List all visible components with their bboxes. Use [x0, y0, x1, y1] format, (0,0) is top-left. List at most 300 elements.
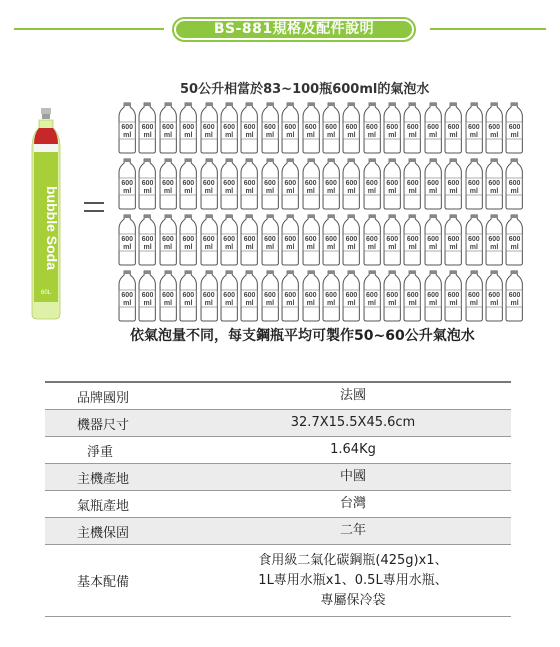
water-bottle-icon [484, 270, 504, 322]
bottle-volume: 600 [223, 292, 235, 299]
water-bottle-icon [117, 158, 137, 210]
bottle-volume: 600 [427, 180, 439, 187]
water-bottle-icon [423, 158, 443, 210]
bottle-label [464, 292, 484, 307]
bottle-unit: ml [123, 299, 132, 307]
bottle-unit: ml [286, 187, 295, 195]
bottle-label [280, 180, 300, 195]
bottle-unit: ml [123, 187, 132, 195]
bottle-volume: 600 [406, 180, 419, 187]
water-bottle-icon [341, 158, 361, 210]
water-bottle-icon [239, 214, 259, 266]
bottle-volume: 600 [141, 236, 154, 243]
bottle-unit: ml [286, 243, 295, 251]
bottle-volume: 600 [243, 292, 256, 299]
bottle-label [301, 124, 321, 139]
water-bottle-icon [199, 102, 219, 154]
bottle-label [280, 292, 300, 307]
bottle-label [464, 180, 484, 195]
water-bottle-icon [260, 158, 280, 210]
bottle-unit: ml [204, 131, 213, 139]
bottle-volume: 600 [406, 292, 419, 299]
water-bottle-icon [158, 214, 178, 266]
table-row [45, 518, 511, 545]
water-bottle-icon [117, 102, 137, 154]
bottle-label [137, 292, 157, 307]
bottle-label [199, 236, 219, 251]
water-bottle-icon [117, 214, 137, 266]
bottle-label [219, 236, 239, 251]
bottle-unit: ml [347, 187, 356, 195]
bottle-label [158, 236, 178, 251]
bottle-label [321, 236, 341, 251]
bottle-label [178, 180, 198, 195]
bottle-volume: 600 [447, 292, 460, 299]
bottle-label [362, 292, 382, 307]
water-bottle-icon [178, 102, 198, 154]
bottle-label [382, 124, 402, 139]
bottle-volume: 600 [121, 180, 134, 187]
water-bottle-icon [158, 102, 178, 154]
bottle-volume: 600 [243, 236, 256, 243]
bottle-volume: 600 [284, 236, 297, 243]
bottle-unit: ml [143, 131, 152, 139]
water-bottle-icon [321, 102, 341, 154]
bottle-volume: 600 [488, 292, 501, 299]
bottle-volume: 600 [427, 236, 439, 243]
table-row [45, 410, 511, 437]
bottle-unit: ml [184, 131, 193, 139]
water-bottle-icon [362, 270, 382, 322]
bottle-unit: ml [245, 131, 254, 139]
bottle-label [341, 124, 361, 139]
bottle-unit: ml [306, 299, 315, 307]
bottle-volume: 600 [345, 180, 358, 187]
bottle-unit: ml [408, 243, 417, 251]
water-bottle-icon [362, 158, 382, 210]
water-bottle-icon [280, 270, 300, 322]
bottle-volume: 600 [508, 236, 521, 243]
bottle-volume: 600 [325, 236, 337, 243]
bottle-label [362, 180, 382, 195]
bottle-label [219, 180, 239, 195]
water-bottle-icon [301, 270, 321, 322]
bottle-label [484, 236, 504, 251]
bottle-unit: ml [490, 243, 499, 251]
bottle-volume: 600 [284, 124, 297, 131]
bottle-volume: 600 [202, 180, 215, 187]
water-bottle-icon [443, 214, 463, 266]
bottle-label [260, 124, 280, 139]
water-bottle-icon [423, 270, 443, 322]
bottle-volume: 600 [325, 124, 337, 131]
bottle-volume: 600 [325, 292, 337, 299]
bottle-label [464, 124, 484, 139]
table-row [45, 383, 511, 410]
bottle-unit: ml [510, 131, 519, 139]
bottle-volume: 600 [162, 124, 174, 131]
water-bottle-icon [137, 214, 157, 266]
bottle-label [301, 292, 321, 307]
water-bottle-icon [362, 214, 382, 266]
spec-value-line: 專屬保冷袋 [320, 592, 386, 608]
bottle-unit: ml [265, 131, 275, 139]
water-bottle-icon [443, 158, 463, 210]
bottle-volume: 600 [488, 124, 501, 131]
bottle-unit: ml [327, 131, 336, 139]
bottle-label [178, 124, 198, 139]
water-bottle-icon [464, 270, 484, 322]
water-bottle-icon [443, 270, 463, 322]
bottle-unit: ml [327, 243, 336, 251]
bottle-volume: 600 [467, 180, 480, 187]
equivalence-subtitle: 50公升相當於83~100瓶600ml的氣泡水 [180, 82, 430, 97]
bottle-volume: 600 [447, 236, 460, 243]
bottle-label [321, 180, 341, 195]
bottle-unit: ml [163, 131, 173, 139]
bottle-unit: ml [225, 187, 234, 195]
bottle-label [239, 292, 259, 307]
bottle-volume: 600 [223, 236, 235, 243]
water-bottle-icon [239, 270, 259, 322]
bottle-label [382, 292, 402, 307]
bottle-volume: 600 [162, 180, 174, 187]
bottle-unit: ml [225, 243, 234, 251]
water-bottle-icon [199, 214, 219, 266]
bottle-label [402, 124, 422, 139]
water-bottle-icon [321, 214, 341, 266]
water-bottle-icon [484, 158, 504, 210]
bottle-label [239, 236, 259, 251]
spec-label: 氣瓶產地 [77, 498, 130, 514]
bottle-unit: ml [163, 299, 173, 307]
spec-label: 淨重 [87, 444, 114, 460]
bottle-label [219, 292, 239, 307]
water-bottle-icon [321, 270, 341, 322]
bottle-label [239, 124, 259, 139]
water-bottle-icon [464, 158, 484, 210]
bottle-volume: 600 [508, 124, 521, 131]
water-bottle-icon [484, 214, 504, 266]
bottle-volume: 600 [366, 292, 378, 299]
water-bottle-icon [137, 102, 157, 154]
bottle-volume: 600 [386, 124, 399, 131]
bottle-label [504, 124, 524, 139]
bottle-unit: ml [245, 187, 254, 195]
equals-sign [84, 202, 104, 214]
bottle-unit: ml [367, 131, 376, 139]
water-bottle-icon [504, 158, 524, 210]
bottle-label [280, 236, 300, 251]
bottle-label [402, 292, 422, 307]
bottle-row [117, 158, 537, 214]
water-bottle-icon [239, 102, 259, 154]
bottle-volume: 600 [325, 180, 337, 187]
bottle-volume: 600 [447, 180, 460, 187]
bottle-volume: 600 [345, 236, 358, 243]
bottle-volume: 600 [386, 180, 399, 187]
water-bottle-icon [341, 214, 361, 266]
water-bottle-icon [301, 102, 321, 154]
water-bottle-icon [382, 214, 402, 266]
bottle-label [402, 180, 422, 195]
water-bottle-icon [423, 102, 443, 154]
bottle-unit: ml [469, 131, 478, 139]
gas-cylinder-icon [30, 108, 62, 320]
spec-value-line: 1L專用水瓶x1、0.5L專用水瓶、 [258, 572, 448, 588]
water-bottle-icon [301, 158, 321, 210]
spec-value: 二年 [339, 523, 366, 538]
bottle-label [137, 236, 157, 251]
water-bottle-icon [137, 270, 157, 322]
bottle-label [137, 124, 157, 139]
bottle-volume: 600 [121, 236, 134, 243]
bottle-row [117, 102, 537, 158]
bottle-unit: ml [490, 299, 499, 307]
bottle-unit: ml [204, 299, 213, 307]
bottle-volume: 600 [243, 124, 256, 131]
bottle-label [484, 124, 504, 139]
title-pill [172, 17, 416, 42]
bottle-volume: 600 [386, 292, 399, 299]
water-bottle-icon [464, 214, 484, 266]
bottle-label [504, 180, 524, 195]
bottle-volume: 600 [366, 236, 378, 243]
svg-text:60L: 60L [40, 290, 52, 296]
bottle-unit: ml [245, 299, 254, 307]
water-bottle-icon [260, 102, 280, 154]
bottle-label [321, 292, 341, 307]
bottle-unit: ml [347, 243, 356, 251]
bottle-volume: 600 [121, 124, 134, 131]
water-bottle-icon [382, 270, 402, 322]
water-bottle-icon [423, 214, 443, 266]
water-bottle-icon [301, 214, 321, 266]
bottle-unit: ml [225, 299, 234, 307]
bottle-volume: 600 [141, 292, 154, 299]
bottle-label [423, 236, 443, 251]
water-bottle-icon [280, 158, 300, 210]
water-bottle-icon [199, 158, 219, 210]
spec-label: 主機保固 [77, 525, 130, 541]
water-bottle-icon [443, 102, 463, 154]
spec-table [45, 381, 511, 617]
bottle-unit: ml [449, 243, 458, 251]
cylinder-brand-text: bubble Soda [44, 186, 60, 270]
bottle-volume: 600 [141, 180, 154, 187]
water-bottle-icon [402, 214, 422, 266]
bottle-label [443, 236, 463, 251]
bottle-unit: ml [408, 187, 417, 195]
water-bottle-icon [280, 214, 300, 266]
spec-value: 台灣 [339, 496, 366, 511]
bottle-unit: ml [347, 299, 356, 307]
bottle-row [117, 214, 537, 270]
bottle-label [260, 180, 280, 195]
bottle-unit: ml [143, 299, 152, 307]
bottle-volume: 600 [162, 236, 174, 243]
spec-value-line: 食用級二氣化碳鋼瓶(425g)x1、 [258, 552, 448, 568]
water-bottle-icon [504, 270, 524, 322]
bottle-unit: ml [184, 243, 193, 251]
bottle-label [117, 236, 137, 251]
bottle-unit: ml [143, 243, 152, 251]
bottle-volume: 600 [182, 180, 195, 187]
title-line-right [430, 28, 546, 30]
water-bottle-icon [402, 102, 422, 154]
bottle-volume: 600 [366, 124, 378, 131]
bottle-unit: ml [204, 243, 213, 251]
bottle-label [484, 180, 504, 195]
bottle-unit: ml [327, 299, 336, 307]
bottle-volume: 600 [182, 292, 195, 299]
bottle-row [117, 270, 537, 326]
bottle-label [219, 124, 239, 139]
spec-label: 基本配備 [77, 575, 130, 590]
bottle-unit: ml [449, 299, 458, 307]
bottle-unit: ml [306, 243, 315, 251]
bottle-unit: ml [367, 243, 376, 251]
bottle-volume: 600 [467, 236, 480, 243]
bottle-unit: ml [184, 299, 193, 307]
bottle-unit: ml [449, 131, 458, 139]
bottle-volume: 600 [467, 124, 480, 131]
water-bottle-icon [484, 102, 504, 154]
bottle-label [239, 180, 259, 195]
bottle-label [443, 292, 463, 307]
bottle-volume: 600 [264, 124, 276, 131]
water-bottle-icon [117, 270, 137, 322]
bottle-volume: 600 [386, 236, 399, 243]
bottle-label [362, 124, 382, 139]
bottle-label [117, 124, 137, 139]
water-bottle-icon [239, 158, 259, 210]
water-bottle-icon [321, 158, 341, 210]
bottle-label [158, 180, 178, 195]
bottle-volume: 600 [162, 292, 174, 299]
bottle-volume: 600 [304, 236, 317, 243]
bottle-label [301, 236, 321, 251]
spec-value: 中國 [339, 469, 366, 484]
water-bottle-icon [199, 270, 219, 322]
bottle-label [362, 236, 382, 251]
bottle-unit: ml [286, 299, 295, 307]
spec-label: 機器尺寸 [77, 417, 130, 433]
bottle-unit: ml [143, 187, 152, 195]
bottle-volume: 600 [488, 236, 501, 243]
water-bottle-icon [178, 214, 198, 266]
bottle-volume: 600 [182, 236, 195, 243]
bottle-volume: 600 [264, 292, 276, 299]
bottle-volume: 600 [366, 180, 378, 187]
bottle-volume: 600 [264, 180, 276, 187]
bottle-label [484, 292, 504, 307]
bottle-unit: ml [163, 187, 173, 195]
water-bottle-icon [260, 214, 280, 266]
bottle-unit: ml [408, 299, 417, 307]
bottle-unit: ml [367, 187, 376, 195]
water-bottle-icon [178, 158, 198, 210]
bottle-volume: 600 [406, 236, 419, 243]
bottle-volume: 600 [223, 180, 235, 187]
bottle-unit: ml [327, 187, 336, 195]
spec-label: 主機產地 [77, 471, 130, 487]
bottle-label [341, 292, 361, 307]
water-bottle-icon [137, 158, 157, 210]
bottle-label [301, 180, 321, 195]
bottle-label [443, 124, 463, 139]
bottle-unit: ml [265, 299, 275, 307]
bottle-label [423, 124, 443, 139]
bottle-grid [117, 102, 537, 326]
water-bottle-icon [382, 102, 402, 154]
bottle-label [423, 292, 443, 307]
bottle-volume: 600 [427, 124, 439, 131]
bottle-label [260, 292, 280, 307]
bottle-unit: ml [428, 131, 438, 139]
bottle-label [504, 236, 524, 251]
bottle-volume: 600 [304, 180, 317, 187]
bottle-unit: ml [449, 187, 458, 195]
page-title: BS-881規格及配件說明 [176, 21, 412, 38]
table-row [45, 464, 511, 491]
spec-label: 品牌國別 [77, 390, 130, 406]
bottle-label [199, 124, 219, 139]
bottle-label [280, 124, 300, 139]
water-bottle-icon [178, 270, 198, 322]
bottle-volume: 600 [202, 236, 215, 243]
bottle-unit: ml [265, 187, 275, 195]
bottle-unit: ml [388, 187, 397, 195]
bottle-label [117, 292, 137, 307]
bottle-label [443, 180, 463, 195]
equivalence-note: 依氣泡量不同，每支鋼瓶平均可製作50~60公升氣泡水 [130, 328, 475, 344]
bottle-unit: ml [388, 299, 397, 307]
water-bottle-icon [260, 270, 280, 322]
bottle-unit: ml [408, 131, 417, 139]
bottle-unit: ml [510, 299, 519, 307]
bottle-unit: ml [469, 187, 478, 195]
bottle-label [158, 124, 178, 139]
bottle-unit: ml [428, 243, 438, 251]
water-bottle-icon [341, 270, 361, 322]
bottle-label [341, 236, 361, 251]
bottle-unit: ml [510, 243, 519, 251]
water-bottle-icon [219, 158, 239, 210]
bottle-volume: 600 [284, 292, 297, 299]
bottle-label [199, 292, 219, 307]
bottle-unit: ml [225, 131, 234, 139]
bottle-label [199, 180, 219, 195]
bottle-unit: ml [123, 243, 132, 251]
bottle-volume: 600 [202, 292, 215, 299]
bottle-volume: 600 [508, 180, 521, 187]
bottle-label [137, 180, 157, 195]
bottle-unit: ml [388, 131, 397, 139]
bottle-label [178, 236, 198, 251]
bottle-volume: 600 [284, 180, 297, 187]
bottle-label [321, 124, 341, 139]
bottle-volume: 600 [467, 292, 480, 299]
bottle-volume: 600 [141, 124, 154, 131]
bottle-unit: ml [490, 187, 499, 195]
bottle-label [464, 236, 484, 251]
bottle-unit: ml [184, 187, 193, 195]
bottle-volume: 600 [243, 180, 256, 187]
bottle-volume: 600 [304, 124, 317, 131]
bottle-volume: 600 [508, 292, 521, 299]
bottle-unit: ml [469, 299, 478, 307]
